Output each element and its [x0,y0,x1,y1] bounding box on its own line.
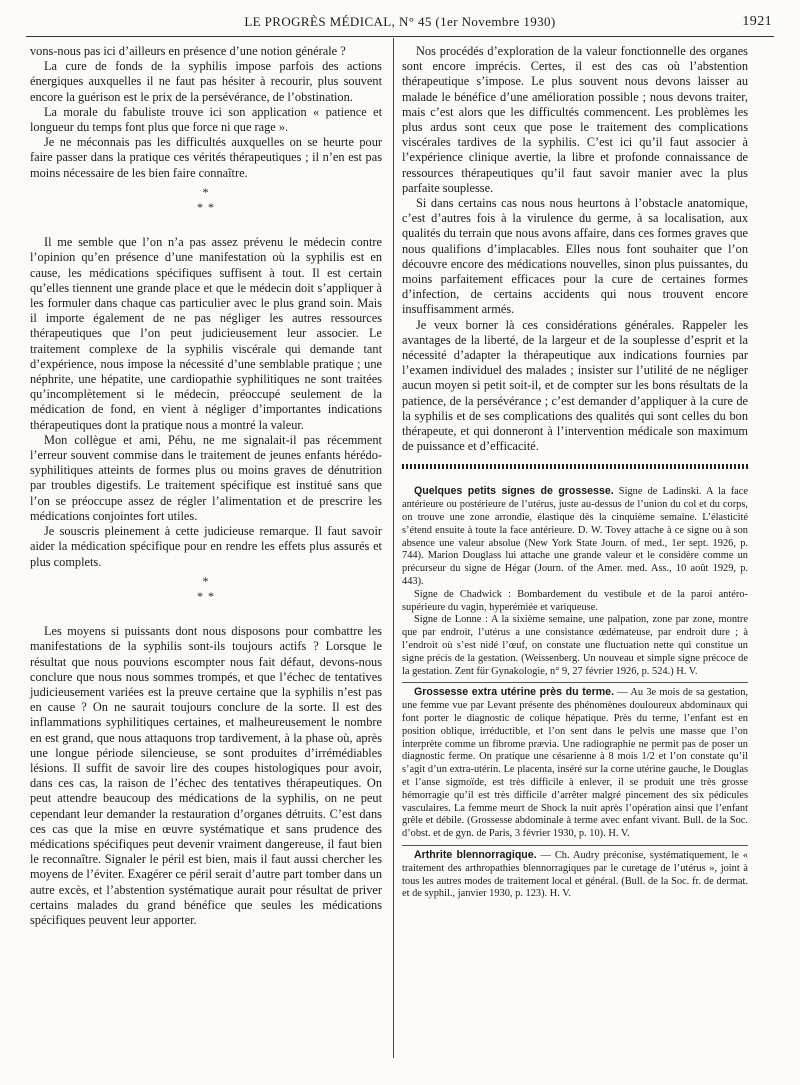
paragraph: Si dans certains cas nous nous heurtons à l’obstacle anatomique, c’est d’autres fois à la virulence du germe, à sa localisation, aux qualités du terrain que nous avons affaire, dans ces formes graves que nous qualifions d’implacables. Elles nous font souhaiter que l’on découvre encore des médications nouvelles, sinon plus puissantes, du moins parfaitement efficaces pour la cure de certaines formes d’infection, de certains accidents qui nous trouvent encore insuffisamment armés. [402,196,748,317]
note-item: Grossesse extra utérine près du terme. — Au 3e mois de sa gestation, une femme vue par Levant présente des phénomènes douloureux abdominaux qui font porter le diagnostic de colique hépatique. Près du terme, l’enfant est en position oblique, irréductible, et l’on sent dans le pelvis une masse que l’on interprète comme un fibrome prævia. Une radiographie ne permit pas de poser un diagnostic ferme. On pratique une césarienne à 8 mois 1/2 et l’on constate qu’il s’agit d’un extra-utérin. Le placenta, inséré sur la corne utérine gauche, le Douglas et l’anse sigmoïde, est très difficile à enlever, il se produit une très grosse hémorragie qu’il est très difficile d’arrêter malgré pincement des six pédicules vasculaires. La femme meurt de Shock la nuit après l’opération ainsi que l’enfant grêle et débile. (Grossesse abdominale à terme avec enfant vivant. Bull. de la Soc. d’obst. et de gyn. de Paris, 3 février 1930, p. 10). H. V. [402,682,748,841]
note-title: Quelques petits signes de grossesse. [414,485,614,498]
paragraph: Je ne méconnais pas les difficultés auxquelles on se heurte pour faire passer dans la pratique ces vérités thérapeutiques ; il n’en est pas moins nécessaire de les bien faire connaître. [30,135,382,180]
section-separator: * * * [197,573,215,603]
paragraph: Mon collègue et ami, Péhu, ne me signalait-il pas récemment l’erreur souvent commise dans le traitement de jeunes enfants hérédo-syphilitiques atteints de formes plus ou moins graves de dénutrition par troubles digestifs. Le traitement spécifique est institué sans que l’on se préoccupe assez de régler l’alimentation et de prescrire les médications conjointes fort utiles. [30,432,382,523]
paragraph: Je souscris pleinement à cette judicieuse remarque. Il faut savoir aider la médication spécifique pour en rendre les effets plus assurés et plus complets. [30,524,382,569]
note-item: Signe de Lonne : A la sixième semaine, une palpation, zone par zone, montre que par endroit, l’utérus a une consistance œdémateuse, par endroit dure ; à l’endroit où s’est nidé l’œuf, on constate une fluctuation nette qui constitue un signe précis de la gestation. (Weissenberg. Un nouveau et simple signe précoce de la gestation. Zent für Gynakologie, n° 9, 27 février 1926, p. 524.) H. V. [402,614,748,677]
left-column [30,44,382,928]
paragraph: vons-nous pas ici d’ailleurs en présence d’une notion générale ? [30,44,346,58]
header-rule [26,36,774,37]
paragraph: La morale du fabuliste trouve ici son application « patience et longueur du temps font plus que force ni que rage ». [30,104,382,135]
section-separator: * * * [197,184,215,215]
column-divider [393,38,394,1058]
paragraph: Je veux borner là ces considérations générales. Rappeler les avantages de la liberté, de la largeur et de la souplesse d’esprit et la nécessité d’adapter la thérapeutique aux indications fournies par l’examen individuel des malades ; insister sur l’utilité de ne négliger aucun moyen si petit soit-il, et de compter sur les bons résultats de la patience, de la persévérance ; c’est demander d’appliquer à la cure de la syphilis et de ses complications des qualités qui sont celles du bon thérapeute, et qui donneront à l’intervention médicale son maximum de puissance et d’efficacité. [402,317,748,454]
journal-title: LE PROGRÈS MÉDICAL, N° 45 (1er Novembre 1930) [244,14,556,29]
running-header [28,12,772,34]
note-title: Grossesse extra utérine près du terme. [414,686,615,699]
paragraph: Les moyens si puissants dont nous disposons pour combattre les manifestations de la syphilis sont-ils toujours actifs ? Lorsque le résultat que nous pouvions escompter nous fait défaut, devons-nous conclure que nous nous sommes trompés, et que l’échec de tentatives judicieusement variées est la preuve certaine que la syphilis n’est pas en cause ? On ne saurait toujours conclure de la sorte. Il est des inflammations syphilitiques certaines, et malheureusement le nombre en est grand, que nous attaquons trop tardivement, à la phase où, après une longue période silencieuse, se sont produites d’irrémédiables lésions. Il suffit de savoir lire des coupes histologiques pour avoir, dans ces cas, la raison de l’échec des tentatives thérapeutiques. On peut attendre beaucoup des médications de la syphilis, on ne peut cependant leur demander la restauration d’organes détruits. C’est dans ces cas que la mise en œuvre systématique et sans prudence des médications spécifiques peut devenir vraiment dangereuse, il faut bien le reconnaître. Signaler le péril est bien, mais il faut aussi chercher les moyens de l’éviter. Exagérer ce péril serait d’autre part tomber dans un autre excès, et l’abstention systématique aurait pour résultat de priver certains malades du grand bénéfice que seules les médications spécifiques peuvent leur apporter. [30,624,382,927]
paragraph: Il me semble que l’on n’a pas assez prévenu le médecin contre l’opinion qu’en présence d’une manifestation où la syphilis est en cause, les médications spécifiques suffisent à tout. Il est certain qu’elles tiennent une grande place et que le médecin doit s’appliquer à les formuler dans chaque cas particulier avec le plus grand soin. Mais il importe également de ne pas négliger les autres ressources thérapeutiques que l’on peut judicieusement leur associer. Le traitement complexe de la syphilis viscérale qui demande tant d’expérience, nous impose la nécessité d’une semblable pratique ; une néphrite, une hépatite, une cardiopathie syphilitiques ne sont traitées qu’incomplètement si le médecin, préoccupé seulement de la médication de fond, en vient à négliger d’importantes indications thérapeutiques dont la pratique nous a montré la valeur. [30,235,382,432]
paragraph: Nos procédés d’exploration de la valeur fonctionnelle des organes sont encore imprécis. Certes, il est des cas où l’abstention thérapeutique s’impose. Le plus souvent nous devons laisser au malade le bénéfice d’une amélioration possible ; nous devons traiter, mais c’est alors que les difficultés commencent. Les problèmes les plus ardus sont ceux que pose le traitement des complications viscérales tardives de la syphilis. C’est ici qu’il faut associer à l’expérience clinique avertie, la libre et profonde connaissance de ressources thérapeutiques qu’il faut savoir manier avec la plus parfaite souplesse. [402,44,748,195]
paragraph: La cure de fonds de la syphilis impose parfois des actions énergiques auxquelles il ne faut pas hésiter à recourir, plus souvent encore la guérison est le prix de la persévérance, de l’obstination. [30,59,382,104]
note-item: Signe de Chadwick : Bombardement du vestibule et de la paroi antéro-supérieure du vagin, hyperémiée et variqueuse. [402,588,748,613]
note-title: Arthrite blennorragique. [414,849,537,861]
right-column [402,44,748,901]
notes-section [402,485,748,901]
page-number: 1921 [742,14,772,29]
note-item: Arthrite blennorragique. — Ch. Audry préconise, systématiquement, le « traitement des arthropathies blennorragiques par le curetage de l’utérus », joint à tous les autres modes de traitement local et général. (Bull. de la Soc. fr. de dermat. et de syphil., janvier 1930, p. 123). H. V. [402,845,748,901]
dotted-divider [402,464,748,469]
note-item: Quelques petits signes de grossesse. Signe de Ladinski. A la face antérieure ou postérieure de l’utérus, juste au-dessus de l’union du col et du corps, on trouve une zone arrondie, élastique dès la cinquième semaine. L’élasticité s’étend ensuite à toute la face antérieure. D. W. Tovey attache à ce signe ou à son absence une valeur absolue (New York State Journ. of med., 1er sept. 1926, p. 744). Marion Douglass lui attache une grande valeur et le considère comme un précurseur du signe de Hégar (Journ. of the Amer. med. Ass., 10 août 1929, p. 443). [402,485,748,588]
